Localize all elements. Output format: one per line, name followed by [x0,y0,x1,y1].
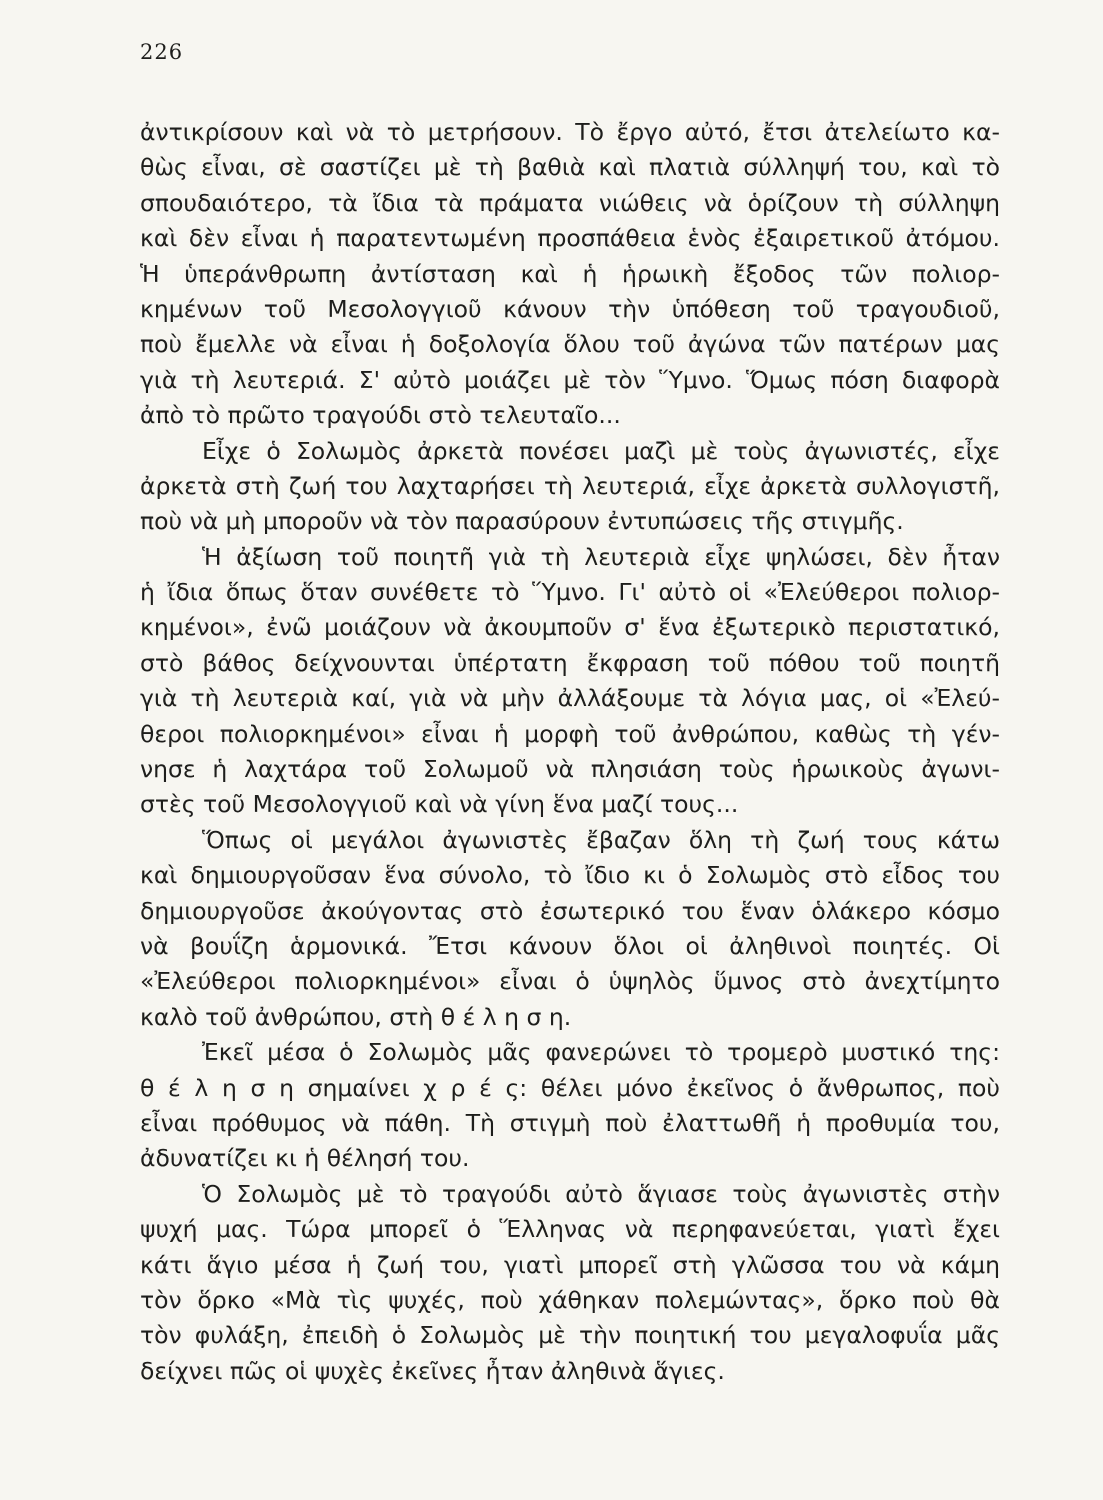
text-line: γιὰ τὴ λευτεριά. Σ' αὐτὸ μοιάζει μὲ τὸν Ὕμνο. Ὅμως πόση διαφορὰ [140,365,1000,394]
text-line: ψυχή μας. Τώρα μπορεῖ ὁ Ἕλληνας νὰ περηφανεύεται, γιατὶ ἔχει [140,1215,1000,1244]
text-line: τὸν ὅρκο «Μὰ τὶς ψυχές, ποὺ χάθηκαν πολεμώντας», ὅρκο ποὺ θὰ [140,1285,1000,1314]
text-line: «Ἐλεύθεροι πολιορκημένοι» εἶναι ὁ ὑψηλὸς ὕμνος στὸ ἀνεχτίμητο [140,967,1000,996]
text-line: κάτι ἅγιο μέσα ἡ ζωή του, γιατὶ μπορεῖ στὴ γλῶσσα του νὰ κάμη [140,1250,1000,1279]
text-line: θ έ λ η σ η σημαίνει χ ρ έ ς: θέλει μόνο ἐκεῖνος ὁ ἄνθρωπος, ποὺ [140,1073,1000,1102]
body-text [140,115,1000,1389]
text-line: εἶναι πρόθυμος νὰ πάθη. Τὴ στιγμὴ ποὺ ἐλαττωθῆ ἡ προθυμία του, [140,1108,1000,1137]
text-line: ἀρκετὰ στὴ ζωή του λαχταρήσει τὴ λευτεριά, εἶχε ἀρκετὰ συλλογιστῆ, [140,471,1000,500]
text-line: Ἡ ἀξίωση τοῦ ποιητῆ γιὰ τὴ λευτεριὰ εἶχε ψηλώσει, δὲν ἦταν [202,542,1000,571]
text-line: ποὺ ἔμελλε νὰ εἶναι ἡ δοξολογία ὅλου τοῦ ἀγώνα τῶν πατέρων μας [140,330,1000,359]
text-line: κημένοι», ἐνῶ μοιάζουν νὰ ἀκουμποῦν σ' ἕνα ἐξωτερικὸ περιστατικό, [140,613,1000,642]
text-line: θὼς εἶναι, σὲ σαστίζει μὲ τὴ βαθιὰ καὶ πλατιὰ σύλληψή του, καὶ τὸ [140,153,1000,182]
text-line: δημιουργοῦσε ἀκούγοντας στὸ ἐσωτερικό του ἕναν ὁλάκερο κόσμο [140,896,1000,925]
text-line: δείχνει πῶς οἱ ψυχὲς ἐκεῖνες ἦταν ἀληθινὰ ἅγιες. [140,1356,725,1385]
text-line: Ὁ Σολωμὸς μὲ τὸ τραγούδι αὐτὸ ἅγιασε τοὺς ἀγωνιστὲς στὴν [202,1179,1000,1208]
text-line: νησε ἡ λαχτάρα τοῦ Σολωμοῦ νὰ πλησιάση τοὺς ἡρωικοὺς ἀγωνι- [140,755,1000,784]
text-line: ἀπὸ τὸ πρῶτο τραγούδι στὸ τελευταῖο... [140,401,621,430]
text-line: θεροι πολιορκημένοι» εἶναι ἡ μορφὴ τοῦ ἀνθρώπου, καθὼς τὴ γέν- [140,719,1000,748]
text-line: κημένων τοῦ Μεσολογγιοῦ κάνουν τὴν ὑπόθεση τοῦ τραγουδιοῦ, [140,294,1000,323]
text-line: ἡ ἴδια ὅπως ὅταν συνέθετε τὸ Ὕμνο. Γι' αὐτὸ οἱ «Ἐλεύθεροι πολιορ- [140,578,1000,607]
text-line: καλὸ τοῦ ἀνθρώπου, στὴ θ έ λ η σ η. [140,1002,572,1031]
text-line: καὶ δὲν εἶναι ἡ παρατεντωμένη προσπάθεια ἑνὸς ἐξαιρετικοῦ ἀτόμου. [140,224,1000,253]
text-line: ποὺ νὰ μὴ μποροῦν νὰ τὸν παρασύρουν ἐντυπώσεις τῆς στιγμῆς. [140,507,904,536]
text-line: τὸν φυλάξη, ἐπειδὴ ὁ Σολωμὸς μὲ τὴν ποιητική του μεγαλοφυΐα μᾶς [140,1321,1000,1350]
text-line: Εἶχε ὁ Σολωμὸς ἀρκετὰ πονέσει μαζὶ μὲ τοὺς ἀγωνιστές, εἶχε [202,436,1000,465]
text-line: γιὰ τὴ λευτεριὰ καί, γιὰ νὰ μὴν ἀλλάξουμε τὰ λόγια μας, οἱ «Ἐλεύ- [140,684,1000,713]
text-line: Ἡ ὑπεράνθρωπη ἀντίσταση καὶ ἡ ἡρωικὴ ἔξοδος τῶν πολιορ- [140,259,1000,288]
text-line: ἀδυνατίζει κι ἡ θέλησή του. [140,1144,470,1173]
text-line: καὶ δημιουργοῦσαν ἕνα σύνολο, τὸ ἴδιο κι ὁ Σολωμὸς στὸ εἶδος του [140,861,1000,890]
text-line: Ὅπως οἱ μεγάλοι ἀγωνιστὲς ἔβαζαν ὅλη τὴ ζωή τους κάτω [202,825,1000,854]
text-line: στὸ βάθος δείχνουνται ὑπέρτατη ἔκφραση τοῦ πόθου τοῦ ποιητῆ [140,648,1000,677]
page-number: 226 [140,40,184,64]
text-line: νὰ βουΐζη ἁρμονικά. Ἔτσι κάνουν ὅλοι οἱ ἀληθινοὶ ποιητές. Οἱ [140,931,1000,960]
text-line: σπουδαιότερο, τὰ ἴδια τὰ πράματα νιώθεις νὰ ὁρίζουν τὴ σύλληψη [140,188,1000,217]
text-line: Ἐκεῖ μέσα ὁ Σολωμὸς μᾶς φανερώνει τὸ τρομερὸ μυστικό της: [202,1038,1000,1067]
text-line: ἀντικρίσουν καὶ νὰ τὸ μετρήσουν. Τὸ ἔργο αὐτό, ἔτσι ἀτελείωτο κα- [140,118,1000,146]
text-line: στὲς τοῦ Μεσολογγιοῦ καὶ νὰ γίνη ἕνα μαζί τους... [140,790,739,819]
